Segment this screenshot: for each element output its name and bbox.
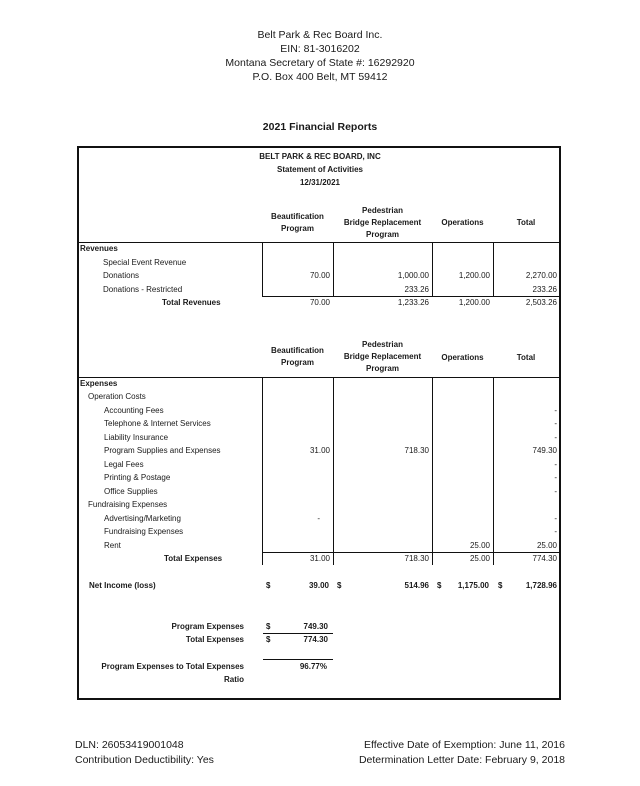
expense-row-label: Legal Fees [104, 460, 144, 469]
expense-col-divider [262, 377, 263, 565]
expense-row-label: Advertising/Marketing [104, 514, 181, 523]
revenue-cell: 1,000.00 [397, 271, 429, 280]
expense-cell: 25.00 [536, 541, 557, 550]
ein: EIN: 81-3016202 [280, 43, 360, 55]
statement-date: 12/31/2021 [299, 178, 341, 187]
revenue-row-label: Special Event Revenue [103, 258, 187, 267]
net-income-cell: 1,175.00 [457, 581, 489, 590]
revenue-col-divider [333, 242, 334, 296]
revenue-cell: 2,270.00 [525, 271, 557, 280]
expense-row-label: Liability Insurance [104, 433, 169, 442]
total-expenses-cell: 718.30 [404, 554, 429, 563]
expense-cell: - [317, 514, 320, 523]
expense-category-label: Fundraising Expenses [88, 500, 168, 509]
total-revenues-cell: 2,503.26 [525, 298, 557, 307]
expense-row-label: Telephone & Internet Services [104, 419, 211, 428]
currency-symbol: $ [337, 581, 342, 590]
statement-org: BELT PARK & REC BOARD, INC [259, 152, 381, 161]
revenue-row-label: Donations [103, 271, 140, 280]
currency-symbol: $ [266, 581, 271, 590]
ratio-value: 96.77% [299, 662, 327, 671]
program-expenses-value: 749.30 [303, 622, 328, 631]
expense-row-label: Printing & Postage [104, 473, 171, 482]
expense-row-label: Program Supplies and Expenses [104, 446, 221, 455]
ratio-label-line2: Ratio [224, 675, 244, 684]
expense-cell: - [554, 406, 557, 415]
total-expenses-ratio-value: 774.30 [303, 635, 328, 644]
expense-col-divider [333, 377, 334, 565]
expense-row-label: Rent [104, 541, 121, 550]
net-income-cell: 514.96 [404, 581, 429, 590]
net-income-label: Net Income (loss) [89, 581, 156, 590]
total-revenues-cell: 1,233.26 [397, 298, 429, 307]
total-expenses-cell: 25.00 [469, 554, 490, 563]
revenue-cell: 70.00 [309, 271, 330, 280]
total-revenues-cell: 70.00 [309, 298, 330, 307]
expense-cell: 718.30 [404, 446, 429, 455]
expense-cell: - [554, 473, 557, 482]
col-header-total: Total [516, 353, 536, 362]
revenue-cell: 233.26 [404, 285, 429, 294]
revenue-row-label: Donations - Restricted [103, 285, 183, 294]
mailing-address: P.O. Box 400 Belt, MT 59412 [252, 71, 388, 83]
expense-col-divider [493, 377, 494, 565]
expense-cell: - [554, 487, 557, 496]
net-income-cell: 39.00 [308, 581, 329, 590]
expenses-heading: Expenses [80, 379, 118, 388]
revenue-top-rule [79, 242, 559, 243]
col-header-total: Total [516, 218, 536, 227]
expense-row-label: Office Supplies [104, 487, 158, 496]
expense-cell: 31.00 [309, 446, 330, 455]
state-number: Montana Secretary of State #: 16292920 [225, 57, 415, 69]
determination-letter-date: Determination Letter Date: February 9, 2018 [358, 754, 565, 766]
expense-col-divider [432, 377, 433, 565]
col-header-operations: Operations [441, 353, 484, 362]
report-title: 2021 Financial Reports [262, 121, 378, 133]
col-header-beautification: Beautification Program [271, 212, 324, 233]
program-expenses-label: Program Expenses [171, 622, 244, 631]
total-expenses-cell: 31.00 [309, 554, 330, 563]
col-header-beautification: Beautification Program [271, 346, 324, 367]
expense-cell: - [554, 527, 557, 536]
currency-symbol: $ [498, 581, 503, 590]
col-header-operations: Operations [441, 218, 484, 227]
revenue-cell: 1,200.00 [458, 271, 490, 280]
dln: DLN: 26053419001048 [75, 739, 184, 751]
expense-top-rule [79, 377, 559, 378]
col-header-pedestrian-bridge: Pedestrian Bridge Replacement Program [343, 206, 422, 239]
revenue-col-divider [432, 242, 433, 296]
revenue-col-divider [493, 242, 494, 296]
ratio-label-line1: Program Expenses to Total Expenses [101, 662, 244, 671]
contribution-deductibility: Contribution Deductibility: Yes [75, 754, 214, 766]
net-income-cell: 1,728.96 [525, 581, 557, 590]
expense-category-label: Operation Costs [88, 392, 146, 401]
org-name: Belt Park & Rec Board Inc. [257, 29, 383, 41]
expense-cell: - [554, 460, 557, 469]
expense-row-label: Fundraising Expenses [104, 527, 184, 536]
revenue-col-divider [262, 242, 263, 296]
expense-cell: - [554, 514, 557, 523]
expense-cell: 25.00 [469, 541, 490, 550]
total-expenses-cell: 774.30 [532, 554, 557, 563]
expense-cell: - [554, 419, 557, 428]
total-revenues-cell: 1,200.00 [458, 298, 490, 307]
total-revenues-label: Total Revenues [162, 298, 221, 307]
expense-cell: 749.30 [532, 446, 557, 455]
expense-row-label: Accounting Fees [104, 406, 164, 415]
currency-symbol: $ [266, 622, 271, 631]
revenue-cell: 233.26 [532, 285, 557, 294]
expense-cell: - [554, 433, 557, 442]
currency-symbol: $ [437, 581, 442, 590]
effective-date-of-exemption: Effective Date of Exemption: June 11, 2016 [364, 739, 565, 751]
revenues-heading: Revenues [80, 244, 118, 253]
currency-symbol: $ [266, 635, 271, 644]
total-expenses-label: Total Expenses [164, 554, 223, 563]
ratio-rule [263, 659, 333, 660]
statement-title: Statement of Activities [277, 165, 363, 174]
total-expenses-ratio-label: Total Expenses [185, 635, 244, 644]
col-header-pedestrian-bridge: Pedestrian Bridge Replacement Program [343, 340, 422, 373]
